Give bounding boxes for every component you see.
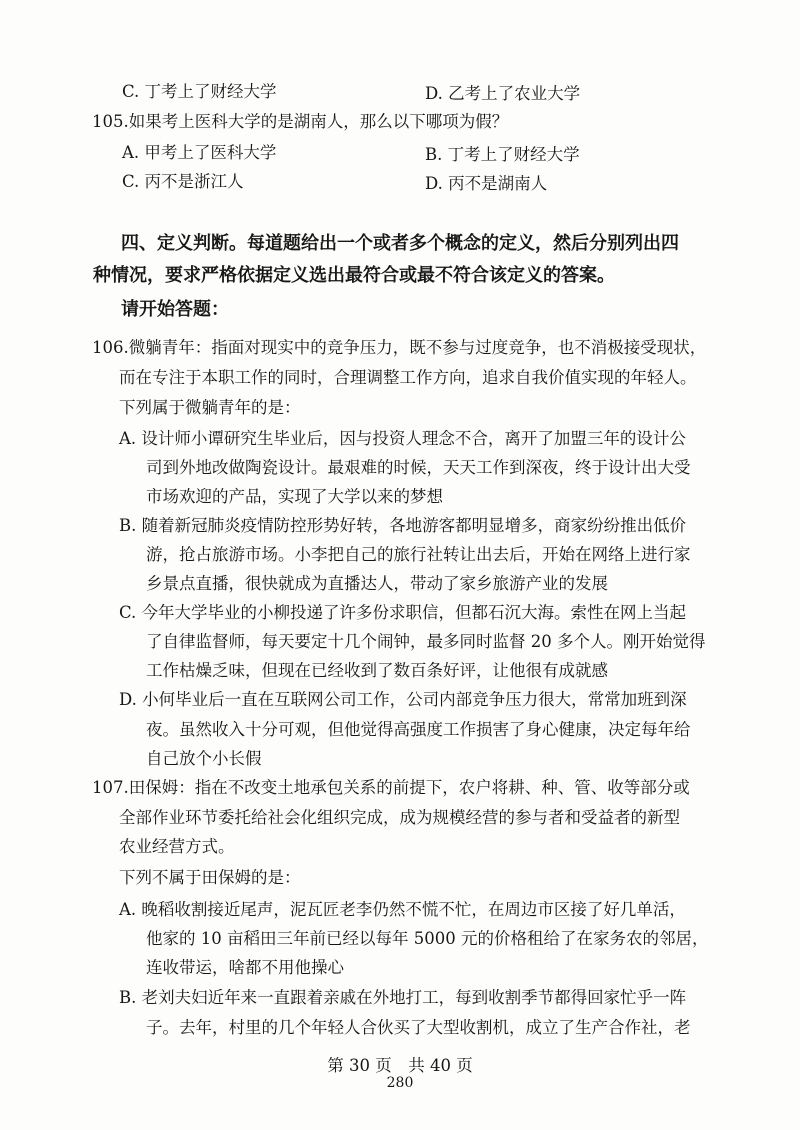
q106-option-b-line1: B. 随着新冠肺炎疫情防控形势好转，各地游客都明显增多，商家纷纷推出低价 [119,516,687,535]
q105-stem: 105.如果考上医科大学的是湖南人，那么以下哪项为假？ [92,112,509,131]
q106-option-d-line3: 自己放个小长假 [146,749,262,768]
q105-option-b: B. 丁考上了财经大学 [425,145,580,164]
page-indicator: 第 30 页 共 40 页 [327,1056,473,1075]
section-start-instruction: 请开始答题： [121,299,229,320]
q106-option-b-line3: 乡景点直播，很快就成为直播达人，带动了家乡旅游产业的发展 [146,574,608,593]
q105-option-a: A. 甲考上了医科大学 [122,143,277,162]
q106-option-c-line3: 工作枯燥乏味，但现在已经收到了数百条好评，让他很有成就感 [146,661,608,680]
q107-stem-line2: 全部作业环节委托给社会化组织完成，成为规模经营的参与者和受益者的新型 [119,808,680,827]
q106-option-d-line2: 夜。虽然收入十分可观，但他觉得高强度工作损害了身心健康，决定每年给 [146,720,691,739]
q107-stem-line1: 107.田保姆：指在不改变土地承包关系的前提下，农户将耕、种、管、收等部分或 [92,778,690,797]
q104-option-c: C. 丁考上了财经大学 [122,82,277,101]
q106-option-b-line2: 游，抢占旅游市场。小李把自己的旅行社转让出去后，开始在网络上进行家 [146,545,691,564]
q105-option-c: C. 丙不是浙江人 [122,172,244,191]
q106-stem-line1: 106.微躺青年：指面对现实中的竞争压力，既不参与过度竞争，也不消极接受现状， [92,338,707,357]
q107-option-a-line3: 连收带运，啥都不用他操心 [146,958,344,977]
q104-option-d: D. 乙考上了农业大学 [425,84,581,103]
q106-option-a-line3: 市场欢迎的产品，实现了大学以来的梦想 [146,487,443,506]
q107-stem-line3: 农业经营方式。 [119,837,235,856]
q106-stem-line2: 而在专注于本职工作的同时，合理调整工作方向，追求自我价值实现的年轻人。 [119,368,697,387]
q106-option-a-line1: A. 设计师小谭研究生毕业后，因与投资人理念不合，离开了加盟三年的设计公 [119,429,686,448]
section-heading-line1: 四、定义判断。每道题给出一个或者多个概念的定义，然后分别列出四 [121,233,679,254]
q106-option-c-line2: 了自律监督师，每天要定十几个闹钟，最多同时监督 20 多个人。刚开始觉得 [146,632,706,651]
q107-option-a-line2: 他家的 10 亩稻田三年前已经以每年 5000 元的价格租给了在家务农的邻居， [146,929,709,948]
q106-option-c-line1: C. 今年大学毕业的小柳投递了许多份求职信，但都石沉大海。索性在网上当起 [119,603,687,622]
q106-option-a-line2: 司到外地改做陶瓷设计。最艰难的时候，天天工作到深夜，终于设计出大受 [146,458,691,477]
q107-option-b-line2: 子。去年，村里的几个年轻人合伙买了大型收割机，成立了生产合作社，老 [146,1018,691,1037]
q106-option-d-line1: D. 小何毕业后一直在互联网公司工作，公司内部竞争压力很大，常常加班到深 [119,690,687,709]
q107-question: 下列不属于田保姆的是： [119,868,301,887]
q105-option-d: D. 丙不是湖南人 [425,174,548,193]
page-number: 280 [386,1075,414,1091]
q107-option-a-line1: A. 晚稻收割接近尾声，泥瓦匠老李仍然不慌不忙，在周边市区接了好几单活， [119,900,686,919]
q107-option-b-line1: B. 老刘夫妇近年来一直跟着亲戚在外地打工，每到收割季节都得回家忙乎一阵 [119,988,687,1007]
q106-question: 下列属于微躺青年的是： [119,398,301,417]
section-heading-line2: 种情况，要求严格依据定义选出最符合或最不符合该定义的答案。 [93,265,615,286]
